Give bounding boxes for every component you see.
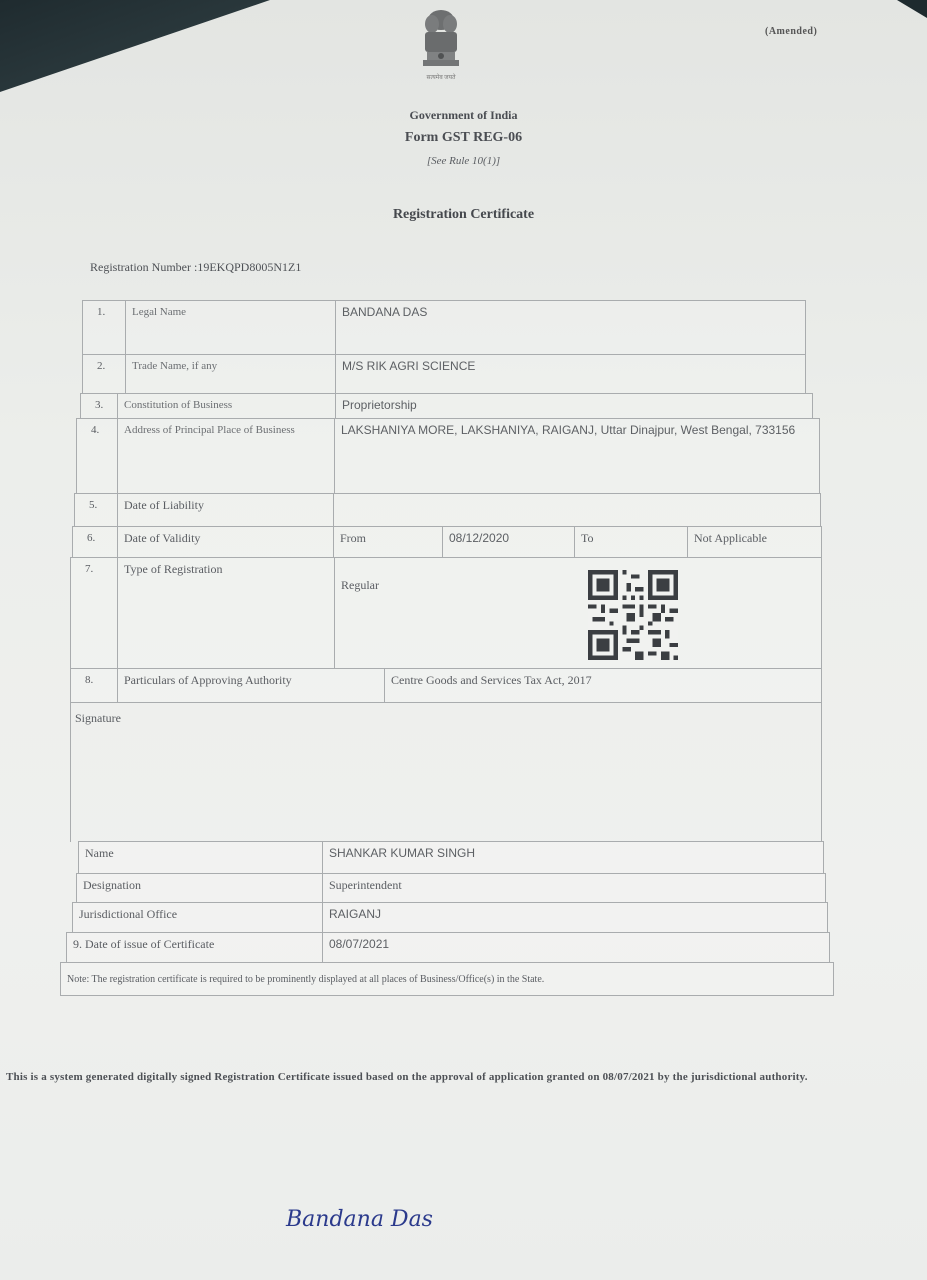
liability-label: Date of Liability: [117, 493, 334, 527]
qr-code-icon: [586, 570, 680, 660]
handwritten-signature: [282, 1192, 482, 1240]
handwritten-signature-text: Bandana Das: [286, 1207, 433, 1232]
registration-number-value: 19EKQPD8005N1Z1: [197, 260, 302, 274]
liability-value: [333, 493, 821, 527]
system-generated-statement: This is a system generated digitally signed Registration Certificate issued based on the approval of application granted on 08/07/2021 by the jurisdictional authority.: [6, 1071, 808, 1083]
jurisdictional-office-label: Jurisdictional Office: [72, 902, 323, 933]
approving-authority-value: Centre Goods and Services Tax Act, 2017: [384, 668, 822, 703]
address-label: Address of Principal Place of Business: [117, 418, 335, 494]
validity-to-value: Not Applicable: [687, 526, 822, 558]
row-2-number: 2.: [82, 354, 126, 394]
emblem-motto: सत्यमेव जयते: [426, 75, 456, 81]
row-1-number: 1.: [82, 300, 126, 355]
government-heading: Government of India: [409, 108, 518, 122]
officer-name-label: Name: [78, 841, 323, 874]
designation-label: Designation: [76, 873, 323, 903]
row-4-number: 4.: [76, 418, 118, 494]
amended-label: (Amended): [765, 26, 818, 37]
national-emblem-icon: [413, 6, 469, 86]
issue-date-label: 9. Date of issue of Certificate: [66, 932, 323, 963]
validity-to-label: To: [574, 526, 688, 558]
address-value: LAKSHANIYA MORE, LAKSHANIYA, RAIGANJ, Uttar Dinajpur, West Bengal, 733156: [334, 418, 820, 494]
signature-box: Signature: [70, 702, 822, 842]
row-3-number: 3.: [80, 393, 118, 419]
legal-name-value: BANDANA DAS: [335, 300, 806, 355]
issue-date-value: 08/07/2021: [322, 932, 830, 963]
validity-from-date: 08/12/2020: [442, 526, 575, 558]
certificate-title: Registration Certificate: [392, 207, 535, 222]
approving-authority-label: Particulars of Approving Authority: [117, 668, 385, 703]
registration-number-line: [90, 260, 301, 275]
row-5-number: 5.: [74, 493, 118, 527]
legal-name-label: Legal Name: [125, 300, 336, 355]
trade-name-value: M/S RIK AGRI SCIENCE: [335, 354, 806, 394]
validity-from-label: From: [333, 526, 443, 558]
row-8-number: 8.: [70, 668, 118, 703]
registration-type-value: Regular: [334, 557, 822, 669]
trade-name-label: Trade Name, if any: [125, 354, 336, 394]
officer-name-value: SHANKAR KUMAR SINGH: [322, 841, 824, 874]
row-7-number: 7.: [70, 557, 118, 669]
display-note: Note: The registration certificate is required to be prominently displayed at all places of Business/Office(s) in the State.: [60, 962, 834, 996]
row-6-number: 6.: [72, 526, 118, 558]
registration-type-label: Type of Registration: [117, 557, 335, 669]
form-heading: Form GST REG-06: [404, 130, 523, 145]
rule-reference: [See Rule 10(1)]: [426, 155, 501, 167]
constitution-value: Proprietorship: [335, 393, 813, 419]
registration-number-label: Registration Number :: [90, 260, 198, 274]
designation-value: Superintendent: [322, 873, 826, 903]
jurisdictional-office-value: RAIGANJ: [322, 902, 828, 933]
constitution-label: Constitution of Business: [117, 393, 336, 419]
validity-label: Date of Validity: [117, 526, 334, 558]
